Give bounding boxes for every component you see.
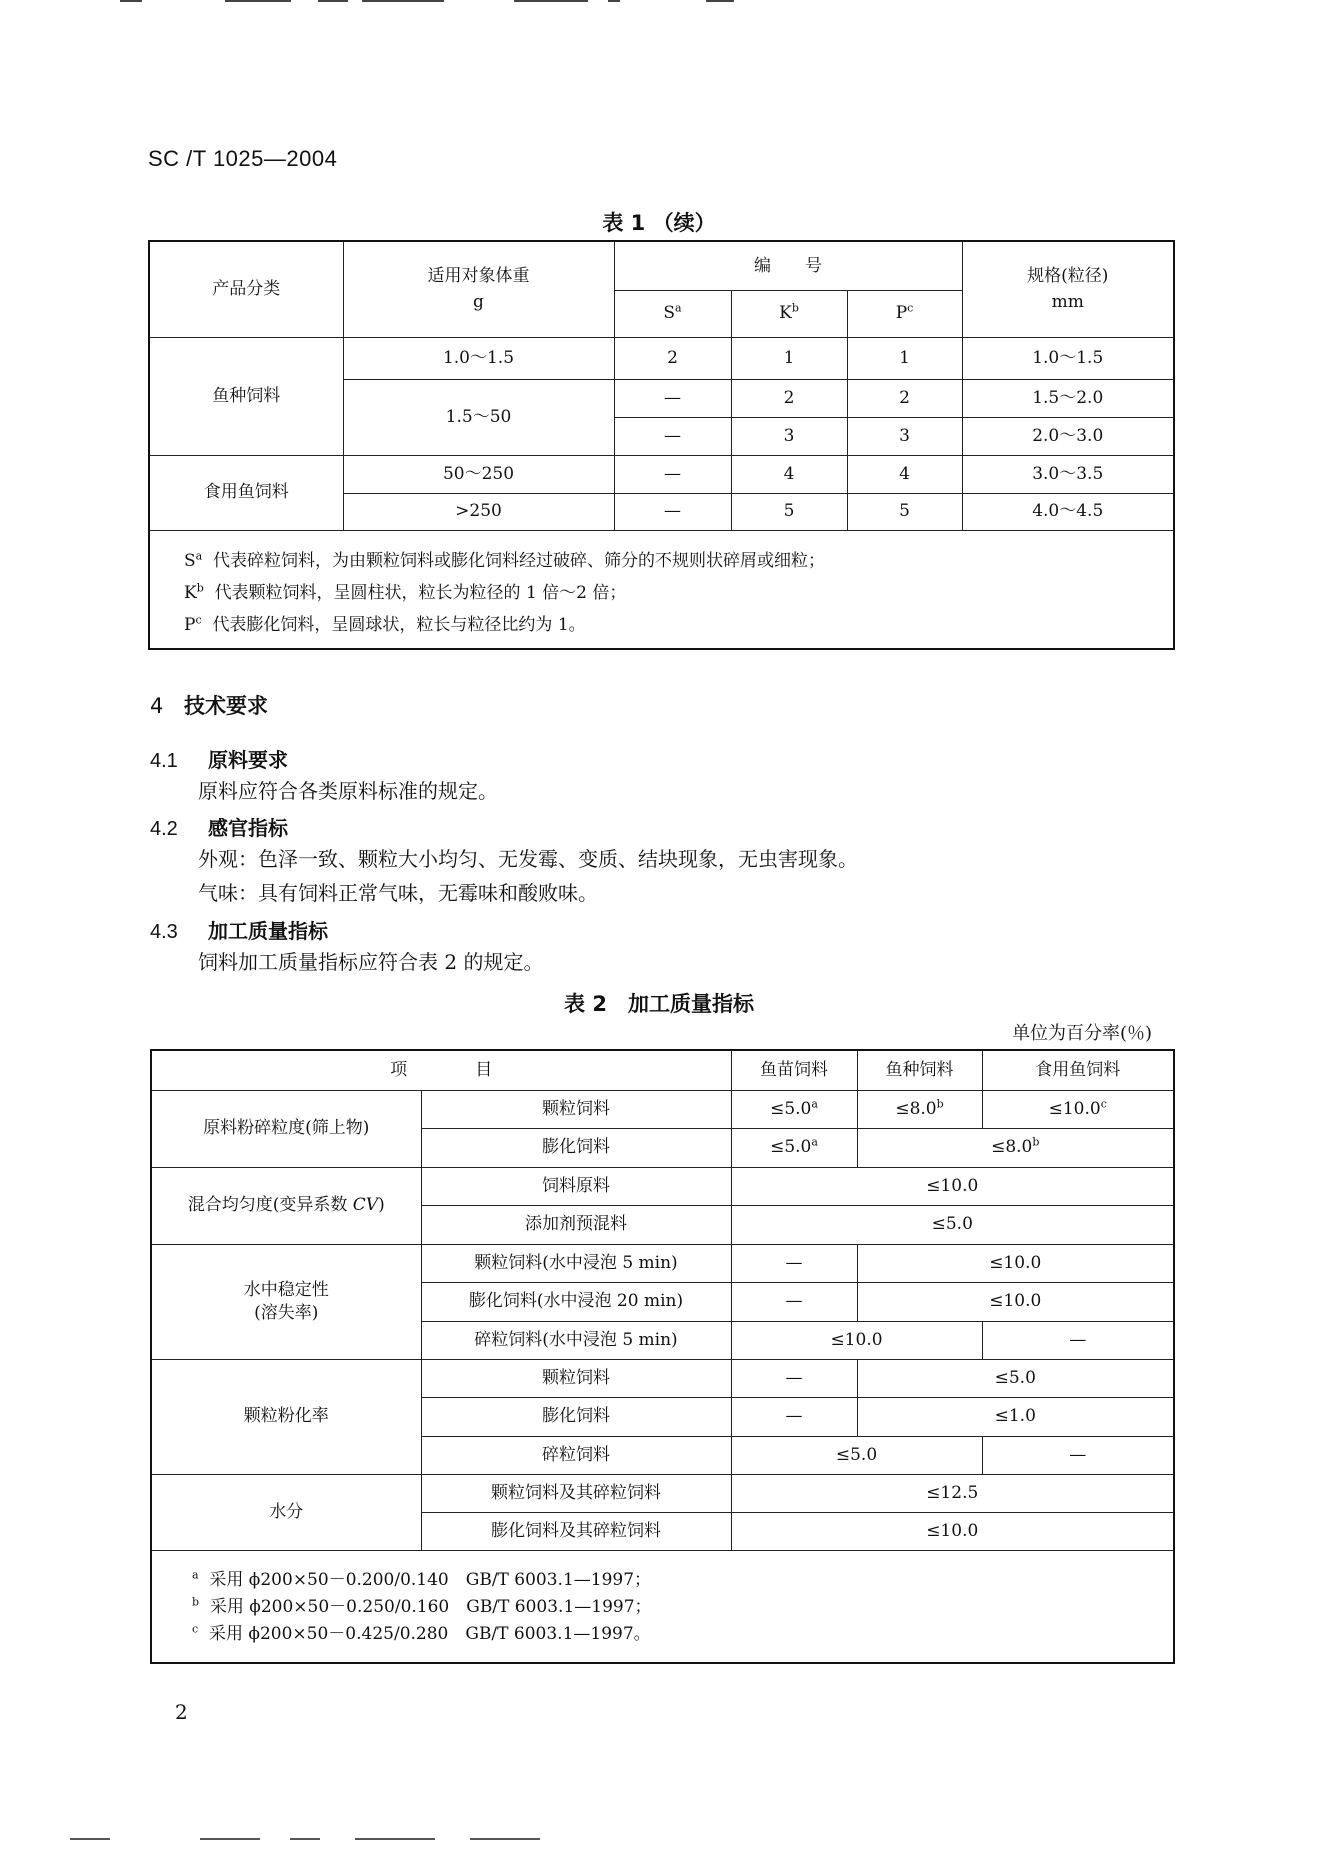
table1-cell: — — [614, 379, 731, 417]
page-number: 2 — [175, 1700, 188, 1724]
table1-note: $K^b$ 代表颗粒饲料，呈圆柱状，粒长为粒径的 1 倍～2 倍； — [184, 580, 627, 603]
table1-header-code: 编 号 — [614, 241, 962, 290]
scan-edge-mark — [318, 0, 348, 2]
table2-note: $^a$ 采用 ϕ200×50－0.200/0.140 GB/T 6003.1—1997； — [192, 1567, 652, 1590]
table1-header-category: 产品分类 — [149, 241, 343, 337]
table1-header-weight-line1: 适用对象体重 — [427, 265, 530, 286]
table1 — [148, 240, 1175, 650]
table2-cell: ≤8.0$^b$ — [857, 1128, 1174, 1167]
table2-cell: — — [731, 1282, 857, 1321]
section-4-2-heading: 4.2 感官指标 — [150, 816, 288, 840]
table1-header-p: $P^c$ — [847, 290, 962, 337]
scan-edge-mark — [355, 1838, 435, 1840]
table1-cell: 4 — [847, 455, 962, 493]
table2-subitem: 膨化饲料及其碎粒饲料 — [421, 1512, 731, 1550]
table1-group-name: 鱼种饲料 — [149, 337, 343, 455]
document-code: SC /T 1025—2004 — [148, 146, 338, 171]
section-4-3-heading: 4.3 加工质量指标 — [150, 919, 328, 943]
table2-subitem: 颗粒饲料 — [421, 1090, 731, 1128]
table2-cell: — — [982, 1436, 1174, 1474]
scan-edge-mark — [470, 1838, 540, 1840]
table2-cell: ≤5.0$^a$ — [731, 1090, 857, 1128]
table1-group-name: 食用鱼饲料 — [149, 455, 343, 530]
table2-subitem: 颗粒饲料 — [421, 1359, 731, 1397]
table1-header-weight-line2: g — [473, 292, 484, 313]
table2-cell: ≤10.0 — [857, 1282, 1174, 1321]
table1-cell: 2 — [847, 379, 962, 417]
scan-edge-mark — [225, 0, 291, 2]
table1-header-spec-line2: mm — [1051, 292, 1084, 313]
table2-cell: — — [731, 1244, 857, 1282]
table2-subitem: 碎粒饲料(水中浸泡 5 min) — [421, 1321, 731, 1359]
table2-cell: ≤12.5 — [731, 1474, 1174, 1512]
table2-caption: 表 2 加工质量指标 — [564, 992, 754, 1016]
table2-subitem: 膨化饲料(水中浸泡 20 min) — [421, 1282, 731, 1321]
table1-cell: 4.0～4.5 — [962, 493, 1174, 530]
table1-cell: 1.5～2.0 — [962, 379, 1174, 417]
scan-edge-mark — [706, 0, 734, 2]
table2-cell: — — [731, 1397, 857, 1436]
section-4-3-text: 饲料加工质量指标应符合表 2 的规定。 — [198, 950, 544, 974]
table1-cell: >250 — [343, 493, 614, 530]
table1-header-spec — [962, 241, 1174, 337]
scan-edge-mark — [608, 0, 620, 2]
table1-cell: 5 — [847, 493, 962, 530]
table2-subitem: 颗粒饲料及其碎粒饲料 — [421, 1474, 731, 1512]
scan-edge-mark — [70, 1838, 110, 1840]
scan-edge-mark — [290, 1838, 320, 1840]
table1-cell: 1.0～1.5 — [962, 337, 1174, 379]
table1-cell: 50～250 — [343, 455, 614, 493]
section-4-2-text-odor: 气味：具有饲料正常气味，无霉味和酸败味。 — [198, 881, 598, 905]
table1-notes — [149, 530, 1174, 649]
table2-cell: ≤5.0 — [731, 1205, 1174, 1244]
table2-cell: ≤5.0$^a$ — [731, 1128, 857, 1167]
table2-cell: ≤10.0 — [731, 1167, 1174, 1205]
table2-row-label: 原料粉碎粒度(筛上物) — [151, 1090, 421, 1167]
table1-cell: 1.5～50 — [343, 379, 614, 455]
table1-cell: 2 — [614, 337, 731, 379]
table2-row-label: 水中稳定性 (溶失率) — [151, 1244, 421, 1359]
scan-edge-mark — [362, 0, 444, 2]
table2-subitem: 膨化饲料 — [421, 1128, 731, 1167]
table2-cell: ≤10.0 — [857, 1244, 1174, 1282]
table2-header-fry: 鱼苗饲料 — [731, 1050, 857, 1090]
table2-subitem: 饲料原料 — [421, 1167, 731, 1205]
section-4-1-heading: 4.1 原料要求 — [150, 748, 288, 772]
table2-cell: ≤10.0$^c$ — [982, 1090, 1174, 1128]
table2-subitem: 碎粒饲料 — [421, 1436, 731, 1474]
table2-cell: ≤10.0 — [731, 1512, 1174, 1550]
table1-header-spec-line1: 规格(粒径) — [1027, 265, 1109, 286]
section-4-1-text: 原料应符合各类原料标准的规定。 — [198, 779, 498, 803]
table2-subitem: 颗粒饲料(水中浸泡 5 min) — [421, 1244, 731, 1282]
table1-cell: 4 — [731, 455, 847, 493]
table1-cell: 1.0～1.5 — [343, 337, 614, 379]
table1-cell: — — [614, 417, 731, 455]
table2-row-label: 混合均匀度(变异系数 CV) — [151, 1167, 421, 1244]
table2-cell: ≤10.0 — [731, 1321, 982, 1359]
table2 — [150, 1049, 1175, 1664]
table1-note: $S^a$ 代表碎粒饲料，为由颗粒饲料或膨化饲料经过破碎、筛分的不规则状碎屑或细粒； — [184, 548, 826, 571]
table1-note: $P^c$ 代表膨化饲料，呈圆球状，粒长与粒径比约为 1。 — [184, 612, 586, 635]
table1-cell: 3.0～3.5 — [962, 455, 1174, 493]
table2-cell: ≤5.0 — [731, 1436, 982, 1474]
table1-cell: 1 — [731, 337, 847, 379]
table1-caption: 表 1 （续） — [602, 211, 716, 235]
table2-cell: ≤8.0$^b$ — [857, 1090, 982, 1128]
table2-header-food: 食用鱼饲料 — [982, 1050, 1174, 1090]
table2-unit: 单位为百分率(％) — [1011, 1023, 1152, 1044]
table2-cell: — — [731, 1359, 857, 1397]
table1-header-s: $S^a$ — [614, 290, 731, 337]
table2-header-item: 项 目 — [151, 1050, 731, 1090]
table1-cell: 2.0～3.0 — [962, 417, 1174, 455]
table1-header-k: $K^b$ — [731, 290, 847, 337]
table2-cell: ≤1.0 — [857, 1397, 1174, 1436]
table2-row-label: 颗粒粉化率 — [151, 1359, 421, 1474]
table2-note: $^b$ 采用 ϕ200×50－0.250/0.160 GB/T 6003.1—1997； — [192, 1594, 652, 1617]
scan-edge-mark — [200, 1838, 260, 1840]
table2-cell: ≤5.0 — [857, 1359, 1174, 1397]
table1-cell: 2 — [731, 379, 847, 417]
table2-row-label: 水分 — [151, 1474, 421, 1550]
table1-cell: — — [614, 455, 731, 493]
table1-cell: 3 — [731, 417, 847, 455]
section-4-heading: 4 技术要求 — [150, 694, 268, 718]
table2-header-fingerling: 鱼种饲料 — [857, 1050, 982, 1090]
table1-header-weight — [343, 241, 614, 337]
table1-cell: 3 — [847, 417, 962, 455]
table2-cell: — — [982, 1321, 1174, 1359]
table2-note: $^c$ 采用 ϕ200×50－0.425/0.280 GB/T 6003.1—1997。 — [192, 1621, 651, 1644]
table2-subitem: 添加剂预混料 — [421, 1205, 731, 1244]
table2-subitem: 膨化饲料 — [421, 1397, 731, 1436]
scan-edge-mark — [514, 0, 588, 2]
section-4-2-text-appearance: 外观：色泽一致、颗粒大小均匀、无发霉、变质、结块现象，无虫害现象。 — [198, 847, 858, 871]
table1-cell: 1 — [847, 337, 962, 379]
table2-notes — [151, 1550, 1174, 1663]
scan-edge-mark — [120, 0, 142, 2]
table1-cell: 5 — [731, 493, 847, 530]
table1-cell: — — [614, 493, 731, 530]
